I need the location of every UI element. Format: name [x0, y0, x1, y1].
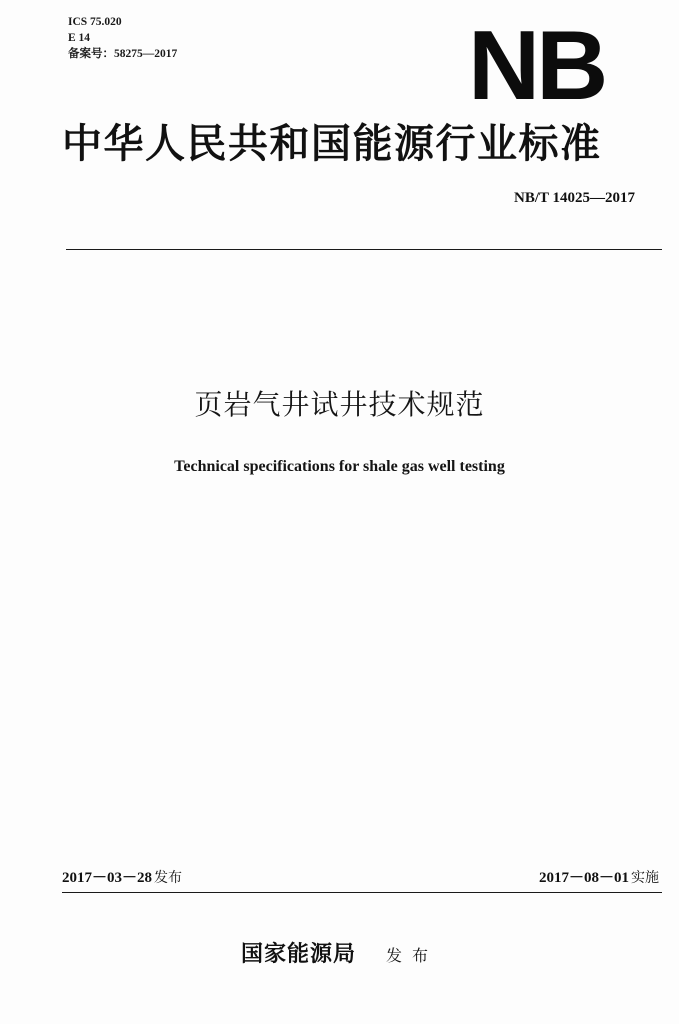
standard-code: NB/T 14025—2017	[514, 190, 635, 206]
publisher-line	[0, 937, 679, 968]
classification-code: E 14	[68, 32, 91, 44]
filing-number: 备案号：58275—2017	[68, 48, 178, 60]
bottom-divider	[62, 892, 662, 893]
metadata-block	[68, 14, 177, 62]
nb-logo: NB	[468, 10, 605, 120]
effective-date	[539, 866, 659, 887]
ics-code: ICS 75.020	[68, 16, 122, 28]
document-title-chinese: 页岩气井试井技术规范	[194, 388, 485, 421]
publisher-agency: 国家能源局	[240, 941, 356, 967]
publisher-action: 发布	[386, 946, 439, 965]
standard-title: 中华人民共和国能源行业标准	[62, 120, 602, 167]
issue-date-label: 发布	[154, 870, 183, 886]
document-title-english: Technical specifications for shale gas well testing	[174, 458, 505, 475]
effective-date-value: 2017－08－01	[538, 870, 629, 886]
issue-date-value: 2017－03－28	[62, 870, 153, 886]
effective-date-label: 实施	[631, 870, 659, 886]
top-divider	[66, 249, 662, 250]
issue-date	[62, 866, 182, 887]
